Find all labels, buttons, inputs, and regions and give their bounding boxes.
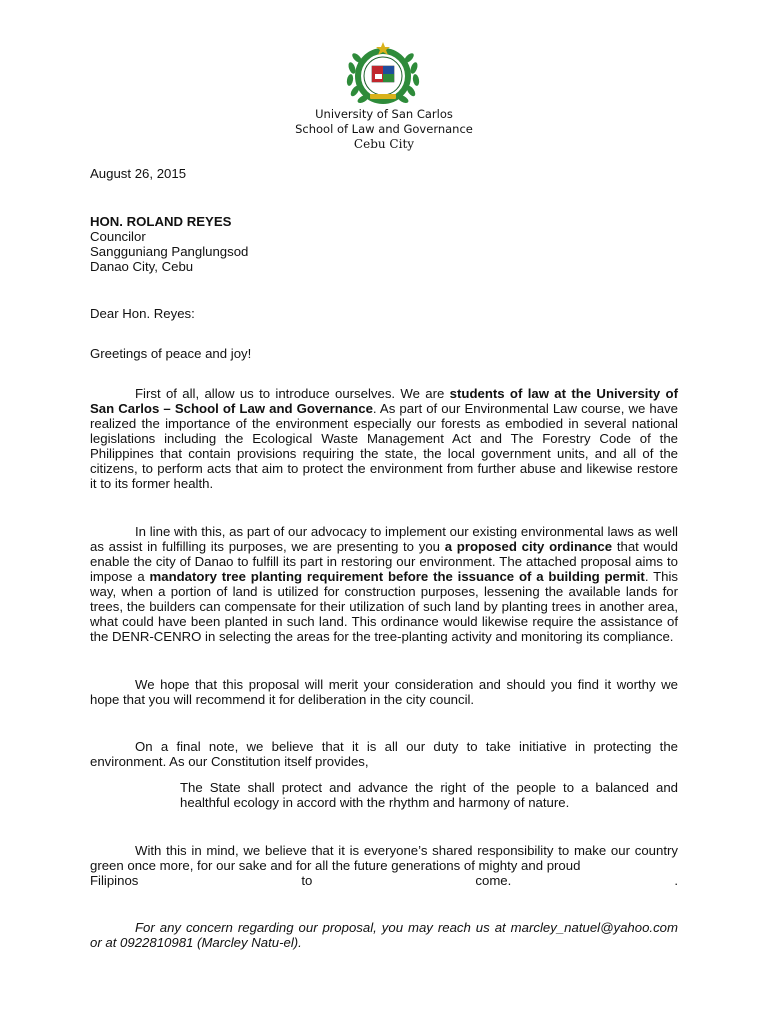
paragraph-responsibility (90, 843, 678, 888)
letter-body (90, 166, 678, 950)
school-name: School of Law and Governance (295, 122, 473, 136)
proposal-text-3: . This way, when a portion of land is utilized for construction purposes, lessening the available lands for trees, the builders can compensate for their utilization of such land by planting trees in another area, what could have been planted in such land. This ordinance would likewise require the assistance of the DENR-CENRO in selecting the areas for the tree-planting activity and monitoring its compliance. (90, 569, 678, 644)
paragraph-introduction (90, 386, 678, 491)
proposal-text: In line with this, as part of our advocacy to implement our existing environmental laws as well as assist in fulfilling its purposes, we are presenting to you (90, 524, 678, 554)
city-name: Cebu City (353, 137, 415, 151)
paragraph-final-note: On a final note, we believe that it is all our duty to take initiative in protecting the environment. As our Constitution itself provides, (90, 739, 678, 769)
paragraph-proposal (90, 524, 678, 644)
intro-text-continued: . As part of our Environmental Law course, we have realized the importance of the environment especially our forests as embodied in several national legislations including the Ecological Waste Management Act and The Forestry Code of the Philippines that contain provisions requiring the state, the local government units, and all of the citizens, to perform acts that aim to protect the environment from further abuse and likewise restore it to its former health. (90, 401, 678, 491)
paragraph-contact: For any concern regarding our proposal, you may reach us at marcley_natuel@yahoo.com or at 0922810981 (Marcley Natu-el). (90, 920, 678, 950)
paragraph-request: We hope that this proposal will merit your consideration and should you find it worthy we hope that you will recommend it for deliberation in the city council. (90, 677, 678, 707)
letterhead (0, 107, 768, 152)
salutation: Dear Hon. Reyes: (90, 306, 195, 321)
responsibility-last-line (90, 873, 678, 888)
constitution-quote: The State shall protect and advance the right of the people to a balanced and healthful ecology in accord with the rhythm and harmony of nature. (180, 780, 678, 810)
intro-bold-text: students of law at the University of San Carlos – School of Law and Governance (90, 386, 678, 416)
university-name: University of San Carlos (315, 107, 453, 121)
recipient-title: Councilor (90, 229, 146, 244)
university-seal-logo (344, 38, 422, 110)
intro-text: First of all, allow us to introduce ourselves. We are (135, 386, 450, 401)
proposal-bold-ordinance: a proposed city ordinance (444, 539, 613, 554)
proposal-text-2: that would enable the city of Danao to fulfill its part in restoring our environment. The attached proposal aims to impose a (90, 539, 678, 584)
responsibility-text: With this in mind, we believe that it is everyone’s shared responsibility to make our country green once more, for our sake and for all the future generations of mighty and proud (90, 843, 678, 873)
recipient-name: HON. ROLAND REYES (90, 214, 232, 229)
greeting: Greetings of peace and joy! (90, 346, 252, 361)
responsibility-last-words: Filipinos to come. (90, 873, 512, 888)
recipient-address: Danao City, Cebu (90, 259, 194, 274)
responsibility-period: . (674, 873, 678, 888)
proposal-bold-requirement: mandatory tree planting requirement before the issuance of a building permit (149, 569, 645, 584)
recipient-office: Sangguniang Panglungsod (90, 244, 249, 259)
recipient-address-block (90, 214, 678, 274)
letter-date: August 26, 2015 (90, 166, 187, 181)
